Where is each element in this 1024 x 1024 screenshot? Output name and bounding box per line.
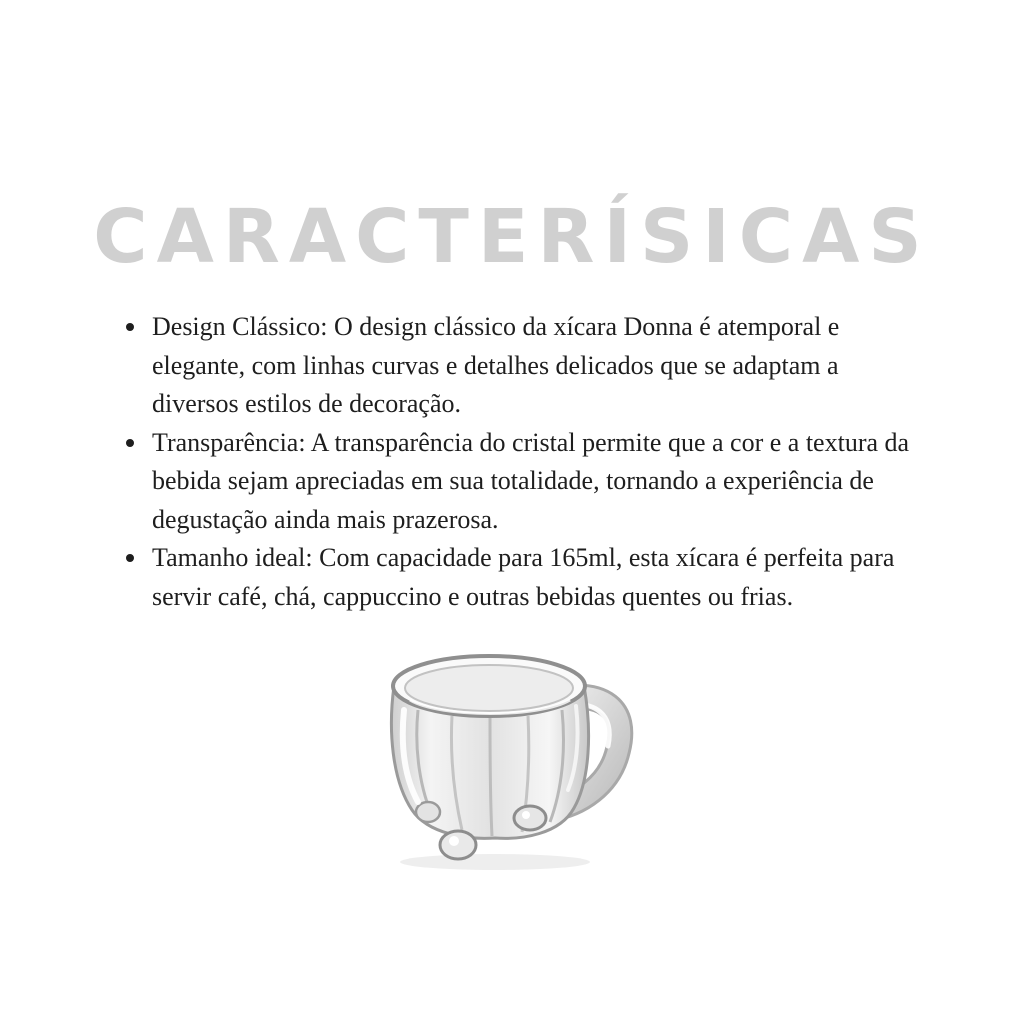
list-item [122, 308, 912, 424]
bullet-icon [126, 323, 134, 331]
glass-cup-image [370, 640, 640, 880]
features-list [122, 308, 912, 616]
list-item [122, 424, 912, 540]
bullet-icon [126, 554, 134, 562]
bullet-icon [126, 439, 134, 447]
page-title: CARACTERÍSICAS [93, 194, 931, 280]
feature-text: Transparência: A transparência do cristal permite que a cor e a textura da bebida sejam apreciadas em sua totalidade, tornando a experiência de degustação ainda mais prazerosa. [152, 427, 910, 534]
feature-text: Tamanho ideal: Com capacidade para 165ml, esta xícara é perfeita para servir café, chá, cappuccino e outras bebidas quentes ou frias. [152, 543, 895, 611]
feature-text: Design Clássico: O design clássico da xícara Donna é atemporal e elegante, com linhas curvas e detalhes delicados que se adaptam a diversos estilos de decoração. [152, 312, 840, 418]
list-item [122, 539, 912, 616]
